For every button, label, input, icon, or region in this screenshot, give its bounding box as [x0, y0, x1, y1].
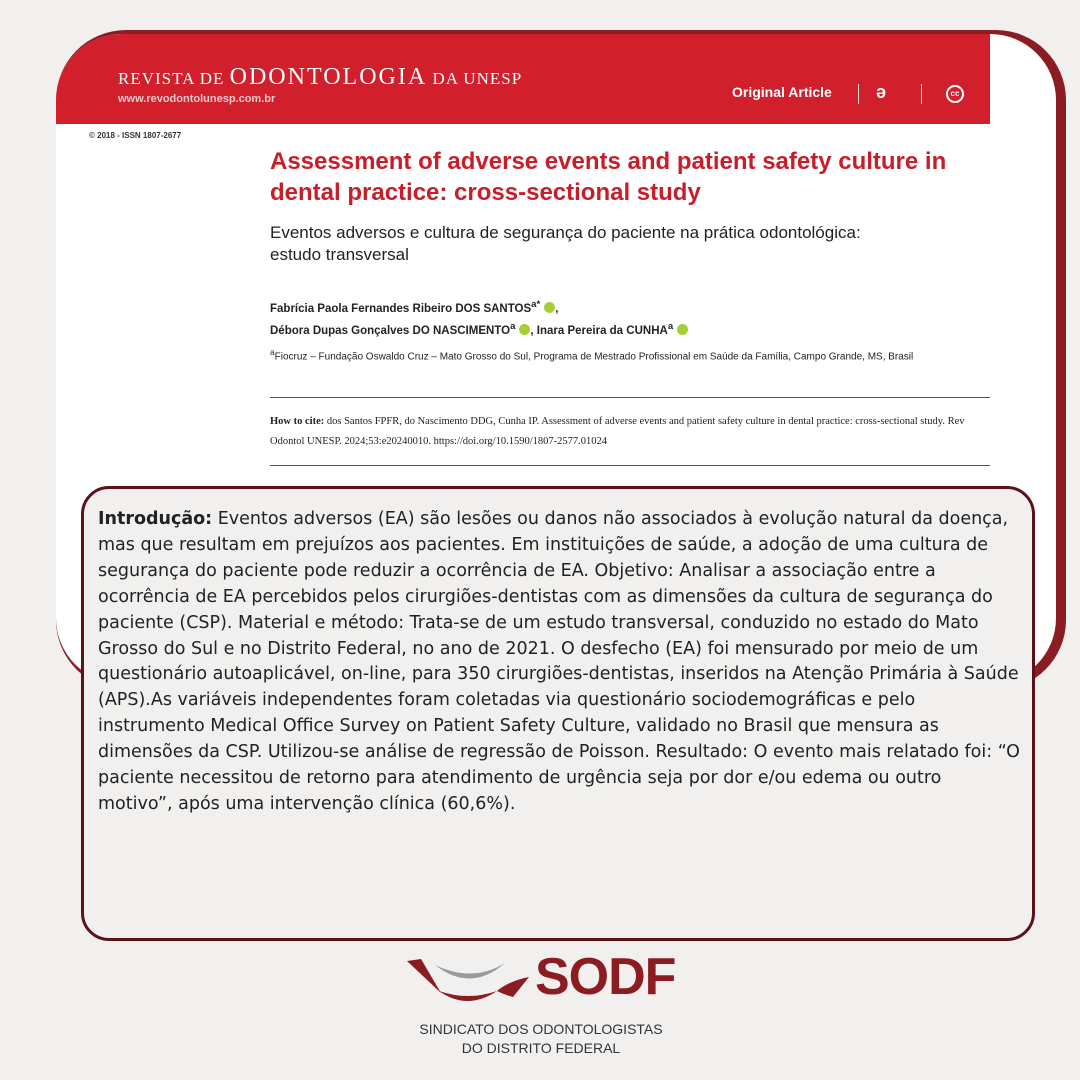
- journal-url: www.revodontolunesp.com.br: [118, 93, 276, 105]
- issn: © 2018 - ISSN 1807-2677: [89, 131, 182, 140]
- sodf-logo-mark-icon: [405, 953, 535, 1013]
- journal-name: REVISTA DE ODONTOLOGIA DA UNESP: [118, 64, 523, 90]
- author-name: Débora Dupas Gonçalves DO NASCIMENTO: [270, 324, 511, 337]
- article-type-label: Original Article: [732, 84, 832, 100]
- article-title: Assessment of adverse events and patient safety culture in dental practice: cross-sectional study: [270, 148, 947, 206]
- journal-banner: [56, 34, 990, 124]
- author-list: Fabrícia Paola Fernandes Ribeiro DOS $SANTOS^{a*}$ , Débora Dupas Gonçalves DO NASCIMENTO$^a$ , Inara Pereira da CUNHA$^a$: [270, 296, 1010, 340]
- orcid-icon[interactable]: [544, 302, 555, 313]
- author-name: Inara Pereira da CUNHA: [536, 324, 668, 337]
- cite-divider: [270, 465, 990, 466]
- how-to-cite: How to cite: dos Santos FPFR, do Nascimento DDG, Cunha IP. Assessment of adverse events and patient safety culture in dental practice: cross-sectional study. Rev Odontol UNESP. 2024;53:e20240010. https://doi.org/10.1590/1807-2577.01024: [270, 416, 965, 447]
- sodf-logo: [405, 948, 677, 1061]
- open-access-icon: ə: [876, 82, 887, 102]
- article-subtitle: Eventos adversos e cultura de segurança do paciente na prática odontológica: estudo transversal: [270, 223, 861, 264]
- logo-subtitle: SINDICATO DOS ODONTOLOGISTAS DO DISTRITO FEDERAL: [419, 1021, 663, 1056]
- abstract-box: [81, 486, 1035, 941]
- banner-separator: [858, 84, 859, 104]
- orcid-icon[interactable]: [519, 324, 530, 335]
- creative-commons-icon: cc: [946, 85, 964, 103]
- banner-separator: [921, 84, 922, 104]
- orcid-icon[interactable]: [677, 324, 688, 335]
- logo-wordmark: SODF: [535, 948, 676, 1006]
- affiliation: $^a$Fiocruz – Fundação Oswaldo Cruz – Mato Grosso do Sul, Programa de Mestrado Profissional em Saúde da Família, Campo Grande, MS, Brasil: [270, 347, 914, 363]
- cite-divider: [270, 397, 990, 398]
- abstract-label: Introdução:: [98, 509, 213, 529]
- author-name: Fabrícia Paola Fernandes Ribeiro DOS SANTOS: [270, 302, 532, 315]
- abstract-text: Introdução: Eventos adversos (EA) são lesões ou danos não associados à evolução natural da doença, mas que resultam em prejuízos aos pacientes. Em instituições de saúde, a adoção de uma cultura de segurança do paciente pode reduzir a ocorrência de EA. Objetivo: Analisar a associação entre a ocorrência de EA percebidos pelos cirurgiões-dentistas com as dimensões da cultura de segurança do paciente (CSP). Material e método: Trata-se de um estudo transversal, conduzido no estado do Mato Grosso do Sul e no Distrito Federal, no ano de 2021. O desfecho (EA) foi mensurado por meio de um questionário autoaplicável, on-line, para 350 cirurgiões-dentistas, inseridos na Atenção Primária à Saúde (APS).As variáveis independentes foram coletadas via questionário sociodemográficas e pelo instrumento Medical Office Survey on Patient Safety Culture, validado no Brasil que mensura as dimensões da CSP. Utilizou-se análise de regressão de Poisson. Resultado: O evento mais relatado foi: “O paciente necessitou de retorno para atendimento de urgência seja por dor e/ou edema ou outro motivo”, após uma intervenção clínica (60,6%).: [98, 509, 1020, 814]
